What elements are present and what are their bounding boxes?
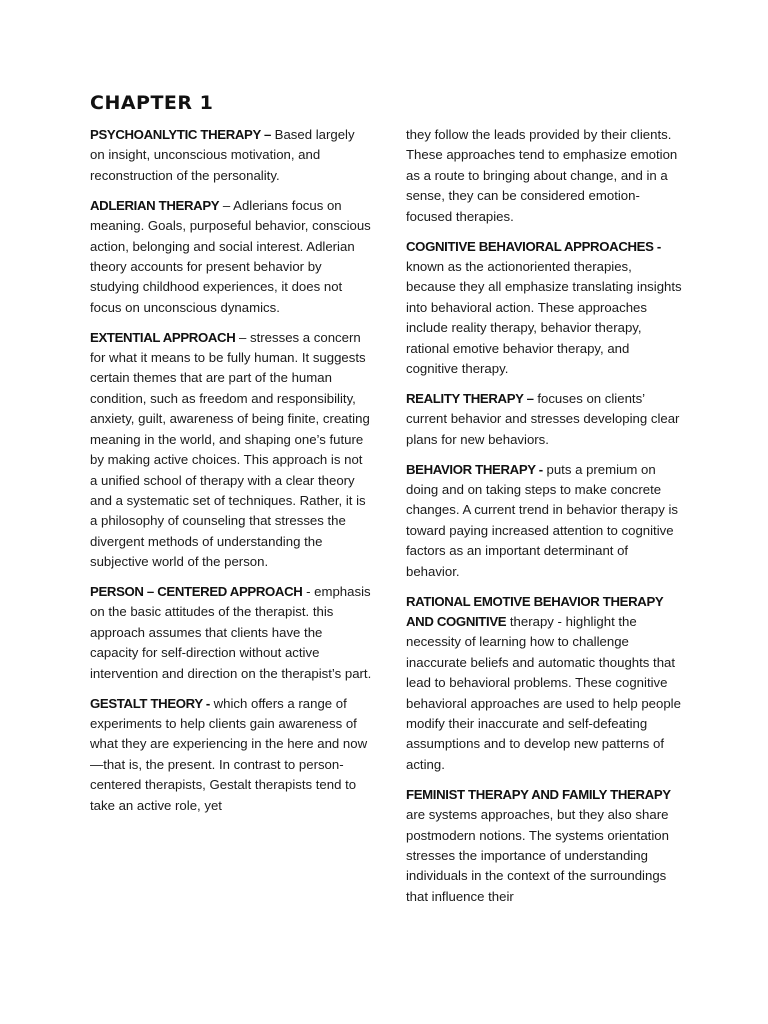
- entry-term: PERSON – CENTERED APPROACH: [90, 584, 303, 600]
- entry-gestalt-theory: [90, 694, 372, 816]
- entry-text: focuses on clients’ current behavior and stresses developing clear plans for new behaviors.: [406, 390, 680, 447]
- entry-gestalt-continuation: [406, 125, 682, 227]
- entry-text: which offers a range of experiments to help clients gain awareness of what they are experiencing in the here and now—that is, the present. In contrast to person-centered therapists, Gestalt therapists tend to take an active role, yet: [90, 695, 368, 813]
- entry-text: therapy - highlight the necessity of learning how to challenge inaccurate beliefs and automatic thoughts that lead to behavioral problems. These cognitive behavioral approaches are used to help people modify their inaccurate and self-defeating assumptions and to develop new patterns of acting.: [406, 613, 681, 772]
- entry-term: COGNITIVE BEHAVIORAL APPROACHES -: [406, 238, 661, 254]
- entry-text: – stresses a concern for what it means to be fully human. It suggests certain themes that are part of the human condition, such as freedom and responsibility, anxiety, guilt, awareness of being finite, creating meaning in the world, and shaping one’s future by making active choices. This approach is not a unified school of therapy with a clear theory and a systematic set of techniques. Rather, it is a philosophy of counseling that stresses the divergent methods of understanding the subjective world of the person.: [90, 329, 370, 570]
- entry-cognitive-behavioral-approaches: [406, 237, 682, 380]
- entry-adlerian-therapy: [90, 196, 372, 318]
- entry-text: – Adlerians focus on meaning. Goals, purposeful behavior, conscious action, belonging and social interest. Adlerian theory accounts for present behavior by studying childhood experiences, it does not focus on unconscious dynamics.: [90, 197, 371, 315]
- entry-text: puts a premium on doing and on taking steps to make concrete changes. A current trend in behavior therapy is toward paying increased attention to cognitive factors as an important determinant of behavior.: [406, 461, 678, 579]
- entry-term: ADLERIAN THERAPY: [90, 197, 220, 213]
- entry-psychoanalytic-therapy: [90, 125, 372, 186]
- entry-text: known as the actionoriented therapies, because they all emphasize translating insights into behavioral action. These approaches include reality therapy, behavior therapy, rational emotive behavior therapy, and cognitive therapy.: [406, 258, 682, 376]
- entry-text: - emphasis on the basic attitudes of the therapist. this approach assumes that clients have the capacity for self-direction without active intervention and direction on the therapist’s part.: [90, 584, 372, 681]
- chapter-title: CHAPTER 1: [90, 92, 214, 114]
- entry-term: REALITY THERAPY –: [406, 390, 534, 406]
- entry-feminist-and-family-therapy: [406, 785, 682, 907]
- left-column: [90, 125, 372, 826]
- entry-term: BEHAVIOR THERAPY -: [406, 461, 543, 477]
- entry-behavior-therapy: [406, 460, 682, 582]
- entry-rational-emotive-behavior-therapy: [406, 592, 682, 776]
- entry-term: RATIONAL EMOTIVE BEHAVIOR THERAPY AND COGNITIVE: [406, 593, 664, 629]
- entry-person-centered-approach: [90, 582, 372, 684]
- entry-term: FEMINIST THERAPY AND FAMILY THERAPY: [406, 786, 671, 802]
- entry-term: EXTENTIAL APPROACH: [90, 329, 236, 345]
- entry-term: PSYCHOANLYTIC THERAPY –: [90, 127, 272, 142]
- entry-existential-approach: [90, 328, 372, 573]
- entry-text: Based largely on insight, unconscious motivation, and reconstruction of the personality.: [90, 127, 355, 183]
- entry-term: GESTALT THEORY -: [90, 695, 210, 711]
- entry-text: are systems approaches, but they also share postmodern notions. The systems orientation stresses the importance of understanding individuals in the context of the surroundings that influence their: [406, 807, 669, 904]
- entry-reality-therapy: [406, 389, 682, 450]
- right-column: [406, 125, 682, 917]
- entry-text: they follow the leads provided by their clients. These approaches tend to emphasize emotion as a route to bringing about change, and in a sense, they can be considered emotion-focused therapies.: [406, 127, 678, 224]
